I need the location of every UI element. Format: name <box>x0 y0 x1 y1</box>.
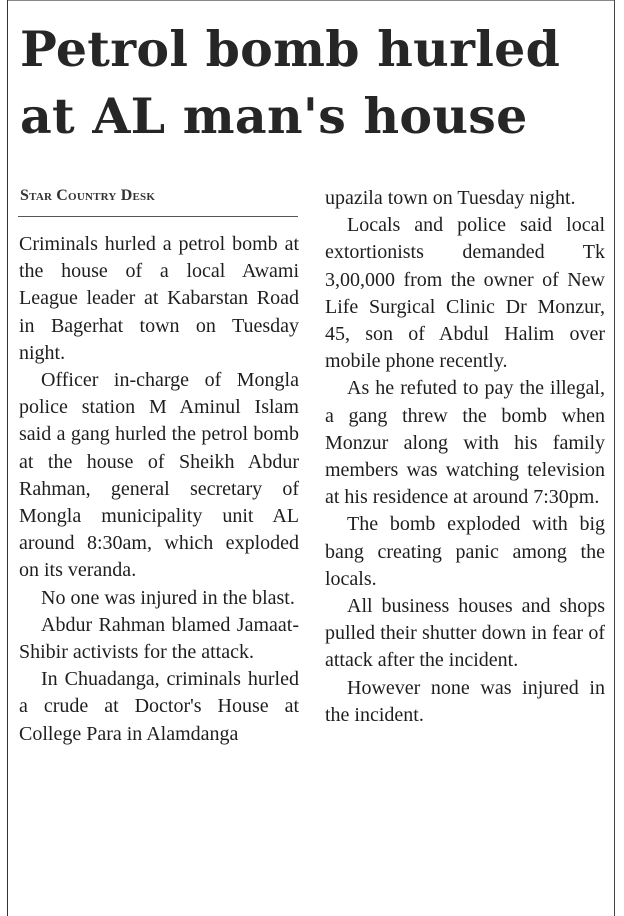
article-paragraph: All business houses and shops pulled their shutter down in fear of attack after the incident. <box>325 595 605 672</box>
article-paragraph: As he refuted to pay the illegal, a gang threw the bomb when Monzur along with his family members was watching television at his residence at around 7:30pm. <box>325 377 605 509</box>
byline-divider <box>18 216 298 217</box>
article-headline: Petrol bomb hurled at AL man's house <box>20 20 561 145</box>
article-paragraph: Abdur Rahman blamed Jamaat-Shibir activists for the attack. <box>19 613 299 664</box>
article-paragraph: However none was injured in the incident. <box>325 676 605 726</box>
article-column-left <box>19 231 299 748</box>
clipping-right-border <box>614 0 615 916</box>
article-paragraph: The bomb exploded with big bang creating panic among the locals. <box>325 513 605 590</box>
article-paragraph: upazila town on Tuesday night. <box>325 187 576 209</box>
article-paragraph: No one was injured in the blast. <box>41 586 295 609</box>
article-byline: Star Country Desk <box>20 187 156 204</box>
article-paragraph: Locals and police said local extortionists demanded Tk 3,00,000 from the owner of New Life Surgical Clinic Dr Monzur, 45, son of Abdul Halim over mobile phone recently. <box>325 214 605 373</box>
article-paragraph: In Chuadanga, criminals hurled a crude at Doctor's House at College Para in Alamdanga <box>19 668 299 745</box>
article-column-right <box>325 185 605 729</box>
clipping-top-border <box>7 0 615 1</box>
article-paragraph: Criminals hurled a petrol bomb at the house of a local Awami League leader at Kabarstan Road in Bagerhat town on Tuesday night. <box>19 233 299 364</box>
article-paragraph: Officer in-charge of Mongla police station M Aminul Islam said a gang hurled the petrol bomb at the house of Sheikh Abdur Rahman, general secretary of Mongla municipality unit AL around 8:30am, which exploded on its veranda. <box>19 369 299 582</box>
clipping-left-border <box>7 0 8 916</box>
